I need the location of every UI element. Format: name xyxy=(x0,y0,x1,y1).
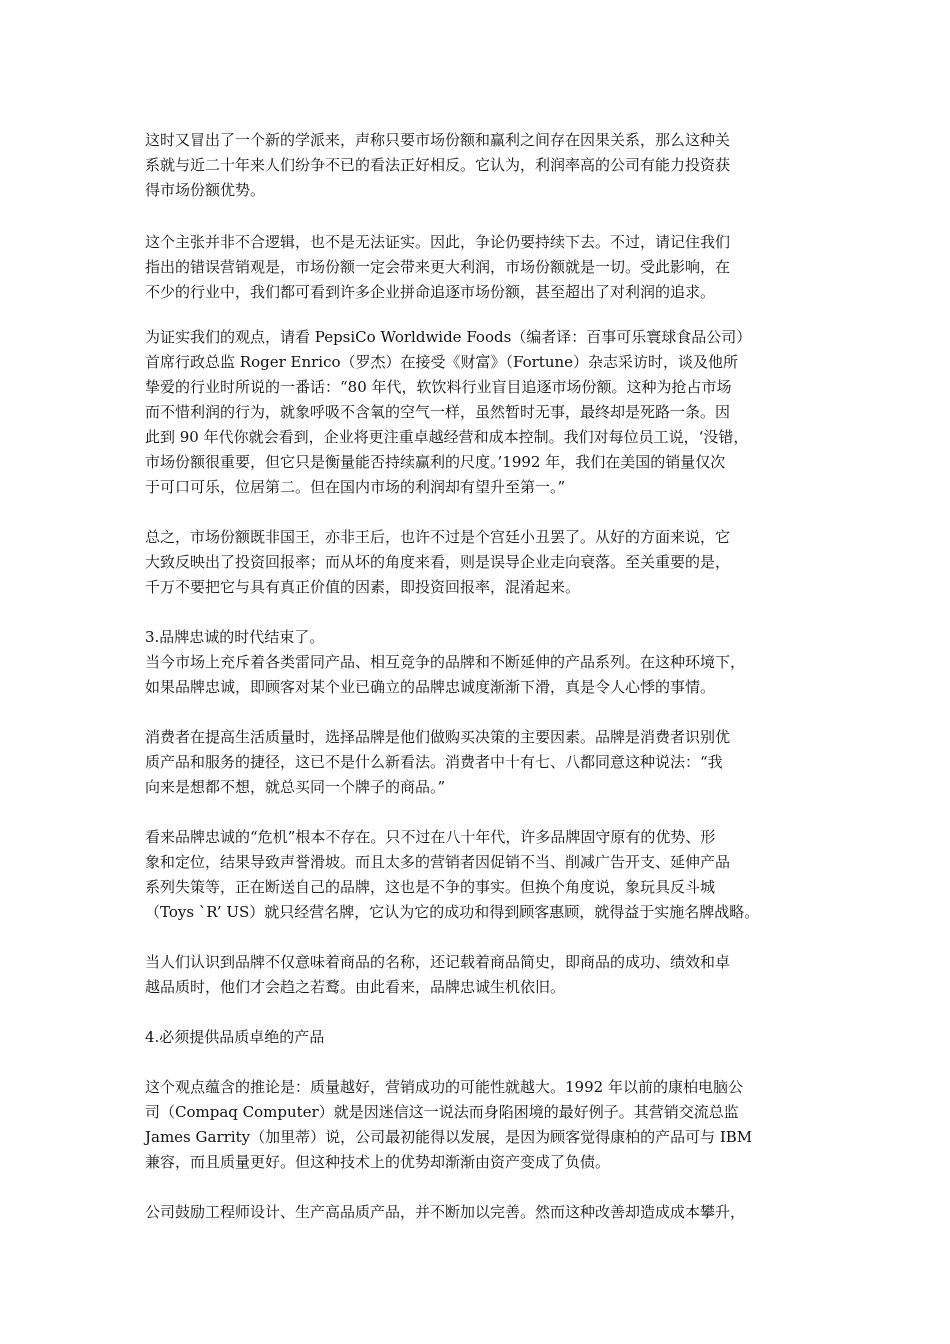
text-line: 向来是想都不想，就总买同一个牌子的商品。” xyxy=(145,778,446,796)
text-line: 象和定位，结果导致声誉滑坡。而且太多的营销者因促销不当、削减广告开支、延伸产品 xyxy=(145,853,731,871)
text-line: 这个观点蕴含的推论是：质量越好，营销成功的可能性就越大。1992 年以前的康柏电脑公 xyxy=(145,1078,743,1096)
text-line: 越品质时，他们才会趋之若鹜。由此看来，品牌忠诚生机依旧。 xyxy=(145,978,566,996)
text-line: 大致反映出了投资回报率；而从坏的角度来看，则是误导企业走向衰落。至关重要的是， xyxy=(145,553,731,571)
section-heading: 4.必须提供品质卓绝的产品 xyxy=(145,1028,325,1046)
text-line: 看来品牌忠诚的“危机”根本不存在。只不过在八十年代，许多品牌固守原有的优势、形 xyxy=(145,828,716,846)
text-line: 不少的行业中，我们都可看到许多企业拼命追逐市场份额，甚至超出了对利润的追求。 xyxy=(145,283,716,301)
text-line: 这时又冒出了一个新的学派来，声称只要市场份额和赢利之间存在因果关系，那么这种关 xyxy=(145,131,731,149)
text-line: 如果品牌忠诚，即顾客对某个业已确立的品牌忠诚度渐渐下滑，真是令人心悸的事情。 xyxy=(145,678,716,696)
text-line: 公司鼓励工程师设计、生产高品质产品，并不断加以完善。然而这种改善却造成成本攀升， xyxy=(145,1203,746,1221)
text-line: 得市场份额优势。 xyxy=(145,181,266,199)
text-line: 指出的错误营销观是，市场份额一定会带来更大利润，市场份额就是一切。受此影响，在 xyxy=(145,258,731,276)
text-line: 兼容，而且质量更好。但这种技术上的优势却渐渐由资产变成了负债。 xyxy=(145,1153,611,1171)
text-line: 而不惜利润的行为，就象呼吸不含氧的空气一样，虽然暂时无事，最终却是死路一条。因 xyxy=(145,403,731,421)
text-line: 市场份额很重要，但它只是衡量能否持续赢利的尺度。’1992 年，我们在美国的销量仅次 xyxy=(145,453,726,471)
text-line: 首席行政总监 Roger Enrico（罗杰）在接受《财富》（Fortune）杂志采访时，谈及他所 xyxy=(145,353,739,371)
text-line: 当今市场上充斥着各类雷同产品、相互竞争的品牌和不断延伸的产品系列。在这种环境下， xyxy=(145,653,746,671)
text-line: 系列失策等，正在断送自己的品牌，这也是不争的事实。但换个角度说，象玩具反斗城 xyxy=(145,878,716,896)
text-line: 消费者在提高生活质量时，选择品牌是他们做购买决策的主要因素。品牌是消费者识别优 xyxy=(145,728,731,746)
text-line: 为证实我们的观点，请看 PepsiCo Worldwide Foods（编者译：百事可乐寰球食品公司） xyxy=(145,328,752,346)
text-line: 司（Compaq Computer）就是因迷信这一说法而身陷困境的最好例子。其营销交流总监 xyxy=(145,1103,739,1121)
text-line: 当人们认识到品牌不仅意味着商品的名称，还记载着商品简史，即商品的成功、绩效和卓 xyxy=(145,953,731,971)
text-line: 于可口可乐，位居第二。但在国内市场的利润却有望升至第一。” xyxy=(145,478,566,496)
text-line: （Toys `R’ US）就只经营名牌，它认为它的成功和得到顾客惠顾，就得益于实施名牌战略。 xyxy=(145,903,760,921)
text-line: 系就与近二十年来人们纷争不已的看法正好相反。它认为，利润率高的公司有能力投资获 xyxy=(145,156,731,174)
text-line: 挚爱的行业时所说的一番话：“80 年代，软饮料行业盲目追逐市场份额。这种为抢占市场 xyxy=(145,378,732,396)
text-line: 这个主张并非不合逻辑，也不是无法证实。因此，争论仍要持续下去。不过，请记住我们 xyxy=(145,233,731,251)
text-line: 总之，市场份额既非国王，亦非王后，也许不过是个宫廷小丑罢了。从好的方面来说，它 xyxy=(145,528,731,546)
text-line: 千万不要把它与具有真正价值的因素，即投资回报率，混淆起来。 xyxy=(145,578,581,596)
section-heading: 3.品牌忠诚的时代结束了。 xyxy=(145,628,325,646)
text-line: James Garrity（加里蒂）说，公司最初能得以发展，是因为顾客觉得康柏的产品可与 IBM xyxy=(145,1128,753,1146)
text-line: 质产品和服务的捷径，这已不是什么新看法。消费者中十有七、八都同意这种说法：“我 xyxy=(145,753,723,771)
text-line: 此到 90 年代你就会看到，企业将更注重卓越经营和成本控制。我们对每位员工说，‘没错， xyxy=(145,428,749,446)
